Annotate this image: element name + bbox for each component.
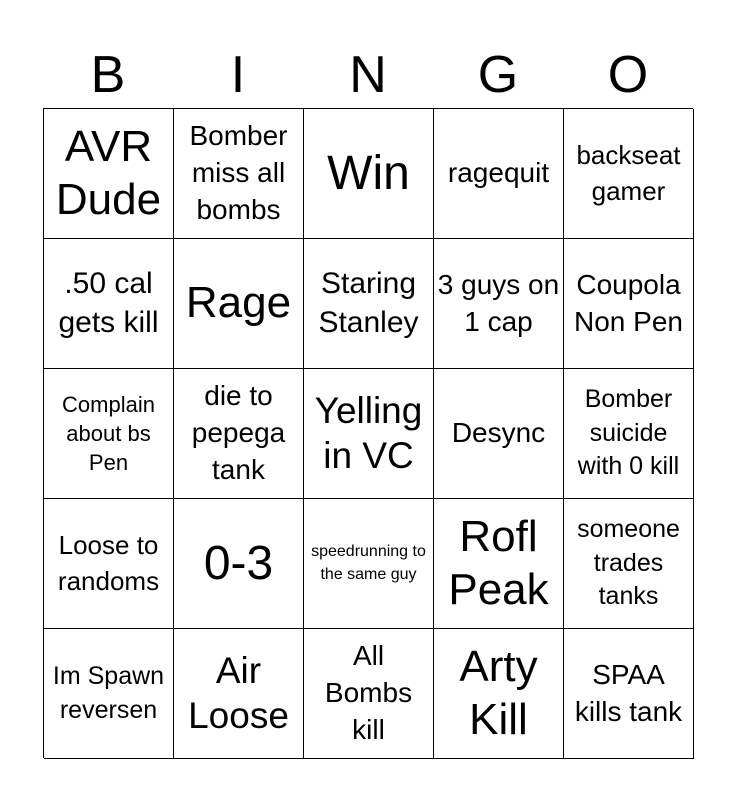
header-letter-i: I — [230, 46, 246, 104]
cell-text: die to pepega tank — [191, 380, 286, 485]
cell-text: Win — [327, 146, 410, 200]
cell-text: Rage — [185, 278, 292, 328]
bingo-cell[interactable] — [564, 499, 694, 629]
bingo-cell[interactable] — [564, 239, 694, 369]
bingo-cell[interactable] — [44, 629, 174, 759]
bingo-header — [43, 42, 693, 108]
bingo-cell[interactable] — [564, 109, 694, 239]
bingo-cell[interactable] — [434, 109, 564, 239]
header-letter-n: N — [349, 46, 387, 104]
cell-text: Im Spawn reversen — [52, 661, 165, 724]
cell-text: SPAA kills tank — [574, 658, 683, 727]
cell-text: backseat gamer — [576, 140, 681, 206]
cell-text: Complain about bs Pen — [62, 391, 155, 476]
bingo-cell[interactable] — [434, 369, 564, 499]
cell-text: Arty Kill — [459, 641, 538, 744]
header-letter-g: G — [477, 46, 519, 104]
cell-text: 3 guys on 1 cap — [437, 268, 560, 337]
cell-text: ragequit — [447, 157, 550, 189]
bingo-cell[interactable] — [44, 109, 174, 239]
bingo-cell[interactable] — [304, 499, 434, 629]
bingo-cell[interactable] — [304, 369, 434, 499]
cell-text: AVR Dude — [55, 121, 162, 224]
bingo-cell[interactable] — [564, 629, 694, 759]
cell-text: Bomber miss all bombs — [189, 120, 288, 225]
cell-text: someone trades tanks — [577, 514, 680, 611]
bingo-cell[interactable] — [174, 499, 304, 629]
bingo-cell[interactable] — [434, 629, 564, 759]
bingo-cell[interactable] — [174, 239, 304, 369]
bingo-cell[interactable] — [434, 499, 564, 629]
cell-text: Yelling in VC — [314, 390, 423, 476]
header-letter-b: B — [90, 46, 126, 104]
bingo-cell[interactable] — [434, 239, 564, 369]
cell-text: Air Loose — [188, 650, 289, 736]
cell-text: 0-3 — [203, 536, 274, 590]
bingo-board — [43, 108, 693, 758]
cell-text: Bomber suicide with 0 kill — [577, 384, 680, 481]
bingo-cell[interactable] — [304, 629, 434, 759]
cell-text: Staring Stanley — [318, 267, 419, 339]
cell-text: .50 cal gets kill — [58, 267, 159, 339]
bingo-cell[interactable] — [174, 629, 304, 759]
bingo-cell[interactable] — [304, 109, 434, 239]
bingo-cell[interactable] — [44, 369, 174, 499]
header-letter-o: O — [607, 46, 649, 104]
bingo-cell[interactable] — [174, 109, 304, 239]
cell-text: Desync — [451, 417, 546, 449]
cell-text: All Bombs kill — [324, 640, 413, 745]
bingo-cell[interactable] — [174, 369, 304, 499]
cell-text: Coupola Non Pen — [574, 268, 683, 337]
bingo-cell[interactable] — [44, 239, 174, 369]
bingo-cell[interactable] — [304, 239, 434, 369]
cell-text: Loose to randoms — [57, 530, 160, 596]
cell-text: Rofl Peak — [448, 511, 549, 614]
bingo-cell[interactable] — [564, 369, 694, 499]
bingo-cell[interactable] — [44, 499, 174, 629]
cell-text: speedrunning to the same guy — [311, 543, 426, 583]
